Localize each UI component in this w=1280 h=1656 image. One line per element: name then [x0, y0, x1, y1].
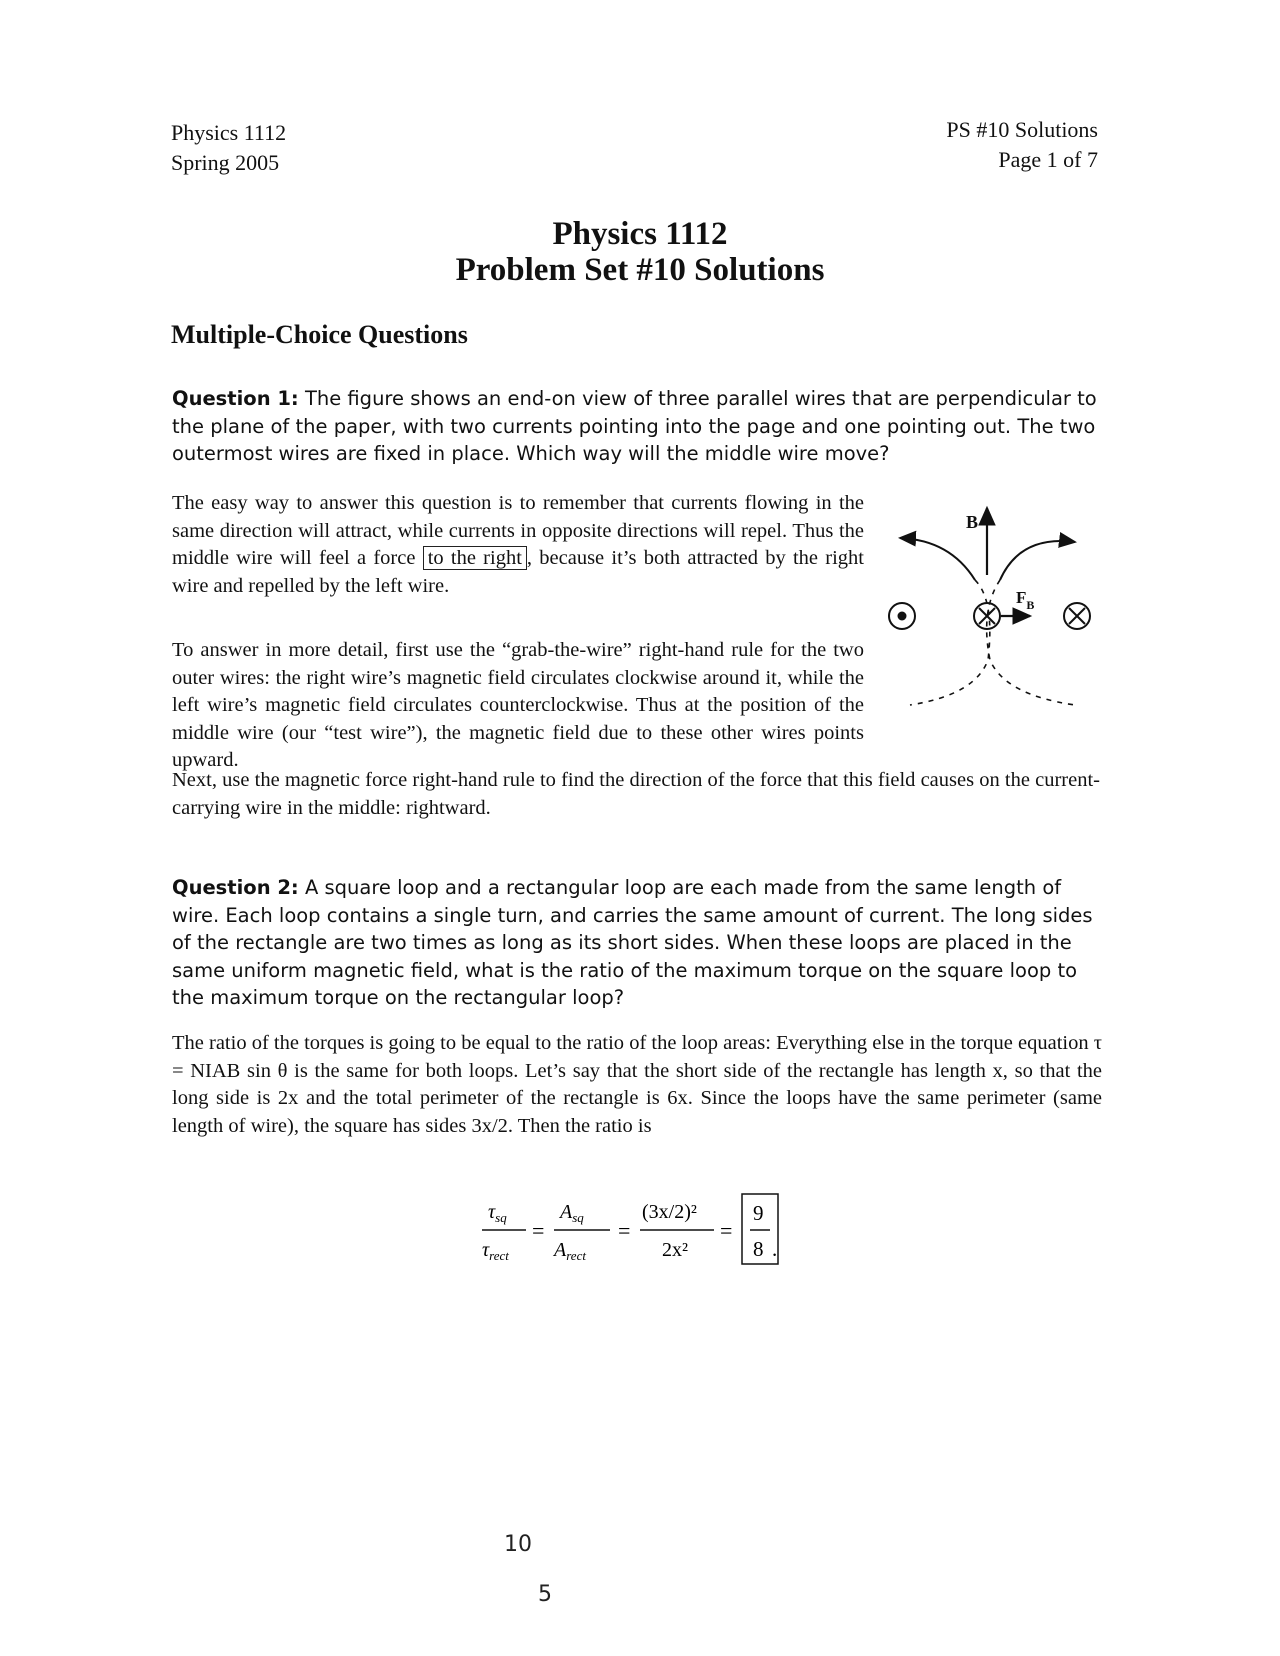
- eq-equals-3: =: [720, 1218, 733, 1243]
- page-number: Page 1 of 7: [998, 147, 1098, 172]
- title-line-2: Problem Set #10 Solutions: [455, 252, 825, 288]
- q1-detail-2: Next, use the magnetic force right-hand rule to find the direction of the force that this field causes on the current-carrying wire in the middle: rightward.: [172, 769, 1100, 819]
- left-wire-out: [889, 603, 915, 629]
- header-left: [171, 118, 286, 178]
- page-title: [0, 216, 1280, 288]
- eq-denominator: 2x²: [662, 1239, 688, 1261]
- eq-tau-rect: $\tau_{rect}$: [482, 1239, 509, 1263]
- eq-numerator: (3x/2)²: [642, 1201, 697, 1223]
- wires-diagram: [880, 500, 1100, 740]
- eq-a-sq: $A_{sq}$: [560, 1201, 584, 1225]
- equation-svg: [470, 1188, 830, 1278]
- question-2-text: A square loop and a rectangular loop are each made from the same length of wire. Each loop contains a single turn, and carries the same amount of current. The long sides of the rectangle are two times as long as its short sides. When these loops are placed in the same uniform magnetic field, what is the ratio of the maximum torque on the square loop to the maximum torque on the rectangular loop?: [172, 876, 1093, 1009]
- q2-answer: The ratio of the torques is going to be equal to the ratio of the loop areas: Everything else in the torque equation τ = NIAB sin θ is the same for both loops. Let’s say that the short side of the rectangle has length x, so that the long side is 2x and the total perimeter of the rectangle is 6x. Since the loops have the same perimeter (same length of wire), the square has sides 3x/2. Then the ratio is: [172, 1032, 1102, 1137]
- question-1: [172, 385, 1102, 468]
- eq-tau-sq: $\tau_{sq}$: [488, 1201, 507, 1225]
- question-2-label: Question 2:: [172, 876, 299, 899]
- term: Spring 2005: [171, 150, 280, 175]
- svg-text:.: .: [772, 1237, 778, 1261]
- header-right: [946, 115, 1098, 175]
- eq-equals-1: =: [532, 1218, 545, 1243]
- eq-equals-2: =: [618, 1218, 631, 1243]
- course-name: Physics 1112: [171, 120, 287, 145]
- question-1-text: The figure shows an end-on view of three parallel wires that are perpendicular to the plane of the paper, with two currents pointing into the page and one pointing out. The two outermost wires are fixed in place. Which way will the middle wire move?: [172, 387, 1097, 465]
- torque-ratio-equation: [470, 1188, 830, 1278]
- title-line-1: Physics 1112: [552, 216, 728, 252]
- q1-boxed-answer: to the right: [423, 546, 527, 570]
- ps-label: PS #10 Solutions: [946, 117, 1098, 142]
- b-label: B: [966, 512, 979, 532]
- q1-detail: To answer in more detail, first use the “grab-the-wire” right-hand rule for the two outer wires: the right wire’s magnetic field circulates clockwise around it, while the left wire’s magnetic field circulates counterclockwise. Thus at the position of the middle wire (our “test wire”), the magnetic field due to these other wires points upward.: [172, 639, 864, 771]
- eq-a-rect: $A_{rect}$: [554, 1239, 586, 1263]
- field-line-left-upper: [900, 538, 975, 580]
- q1-answer-post: , because it’s both attracted by the right wire and repelled by the left wire.: [172, 547, 864, 597]
- wires-figure: [880, 500, 1100, 740]
- eq-result-num: 9: [753, 1201, 764, 1225]
- handwritten-mark-2: 5: [538, 1582, 552, 1607]
- field-line-right-upper: [1000, 541, 1075, 580]
- eq-result-den: 8: [753, 1237, 764, 1261]
- q1-answer: [172, 490, 864, 600]
- handwritten-mark-1: 10: [504, 1532, 532, 1557]
- q1-answer-pre: The easy way to answer this question is to remember that currents flowing in the same direction will attract, while currents in opposite directions will repel. Thus the middle wire will feel a force: [172, 492, 864, 569]
- section-heading: Multiple-Choice Questions: [171, 320, 468, 349]
- question-2: [172, 874, 1102, 1012]
- force-label: $F_B$: [1016, 588, 1035, 612]
- question-1-label: Question 1:: [172, 387, 299, 410]
- right-wire-in: [1064, 603, 1090, 629]
- field-line-left-lower: [910, 580, 990, 705]
